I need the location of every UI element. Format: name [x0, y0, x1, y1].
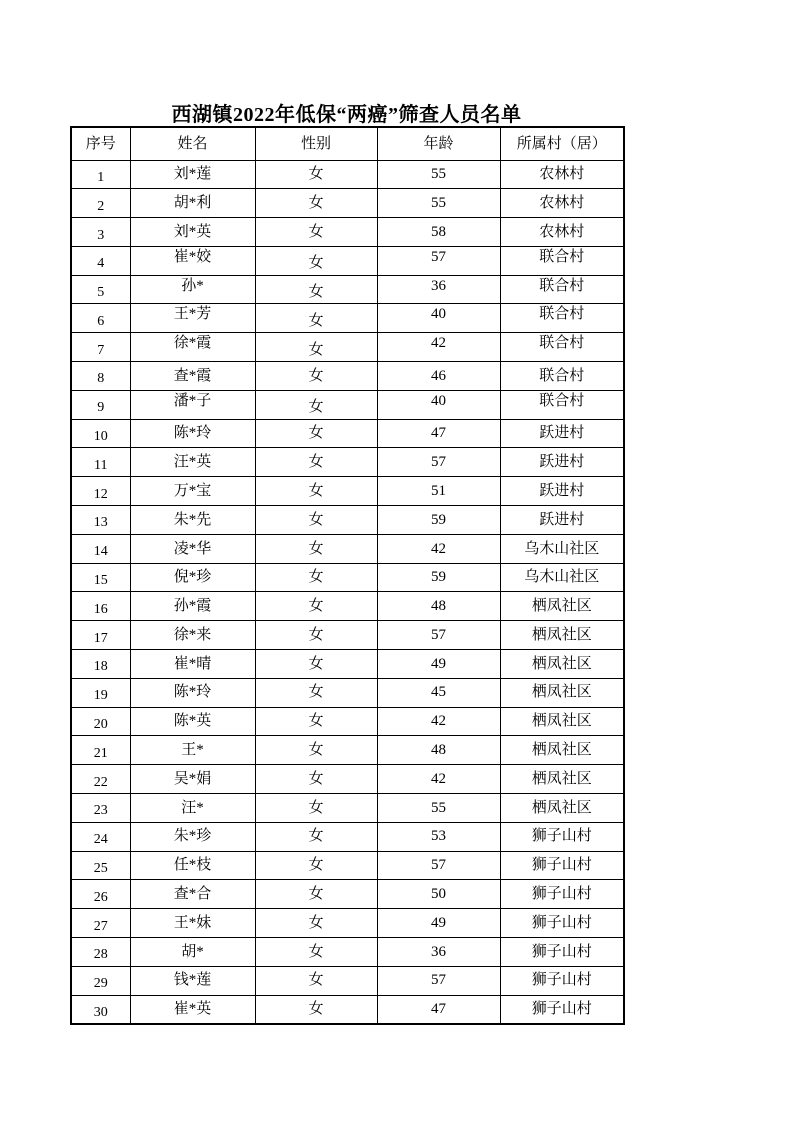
table-cell-age: 57: [377, 448, 500, 477]
table-cell-gender: 女: [255, 995, 377, 1024]
table-cell-village: 狮子山村: [500, 822, 624, 851]
table-cell-gender: 女: [255, 189, 377, 218]
table-cell-name: 胡*利: [130, 189, 255, 218]
table-row: [71, 851, 624, 880]
table-cell-age: 36: [377, 938, 500, 967]
table-body: [71, 160, 624, 1024]
table-row: [71, 362, 624, 391]
table-row: [71, 909, 624, 938]
table-row: [71, 966, 624, 995]
table-cell-gender: 女: [255, 304, 377, 333]
table-cell-name: 崔*晴: [130, 650, 255, 679]
table-cell-name: 王*芳: [130, 304, 255, 333]
table-cell-age: 59: [377, 506, 500, 535]
table-cell-age: 36: [377, 275, 500, 304]
table-cell-village: 跃进村: [500, 448, 624, 477]
table-cell-gender: 女: [255, 563, 377, 592]
table-cell-village: 联合村: [500, 362, 624, 391]
table-cell-name: 徐*霞: [130, 333, 255, 362]
column-header-name: 姓名: [130, 127, 255, 160]
table-cell-name: 查*合: [130, 880, 255, 909]
table-cell-age: 42: [377, 333, 500, 362]
table-cell-name: 倪*珍: [130, 563, 255, 592]
table-cell-serial: 30: [71, 995, 130, 1024]
table-cell-village: 农林村: [500, 160, 624, 189]
table-cell-gender: 女: [255, 938, 377, 967]
table-cell-gender: 女: [255, 534, 377, 563]
table-cell-age: 40: [377, 390, 500, 419]
table-cell-village: 栖凤社区: [500, 736, 624, 765]
table-cell-serial: 7: [71, 333, 130, 362]
table-cell-village: 狮子山村: [500, 851, 624, 880]
table-cell-village: 乌木山社区: [500, 534, 624, 563]
table-cell-name: 崔*英: [130, 995, 255, 1024]
table-cell-gender: 女: [255, 851, 377, 880]
table-row: [71, 218, 624, 247]
table-cell-village: 联合村: [500, 333, 624, 362]
column-header-gender: 性别: [255, 127, 377, 160]
table-cell-gender: 女: [255, 218, 377, 247]
table-cell-name: 陈*玲: [130, 678, 255, 707]
table-cell-age: 57: [377, 621, 500, 650]
table-cell-age: 46: [377, 362, 500, 391]
table-cell-age: 47: [377, 995, 500, 1024]
table-row: [71, 794, 624, 823]
table-cell-age: 45: [377, 678, 500, 707]
page-title: 西湖镇2022年低保“两癌”筛查人员名单: [171, 104, 522, 126]
column-header-village: 所属村（居）: [500, 127, 624, 160]
table-cell-serial: 11: [71, 448, 130, 477]
table-row: [71, 160, 624, 189]
table-cell-gender: 女: [255, 966, 377, 995]
table-cell-village: 栖凤社区: [500, 707, 624, 736]
table-cell-age: 55: [377, 160, 500, 189]
table-cell-age: 57: [377, 246, 500, 275]
table-row: [71, 419, 624, 448]
table-cell-age: 49: [377, 909, 500, 938]
table-cell-name: 查*霞: [130, 362, 255, 391]
table-cell-serial: 23: [71, 794, 130, 823]
table-cell-village: 栖凤社区: [500, 621, 624, 650]
table-row: [71, 995, 624, 1024]
table-cell-serial: 2: [71, 189, 130, 218]
table-cell-serial: 4: [71, 246, 130, 275]
table-cell-gender: 女: [255, 765, 377, 794]
table-cell-village: 栖凤社区: [500, 592, 624, 621]
table-cell-village: 跃进村: [500, 506, 624, 535]
table-cell-serial: 14: [71, 534, 130, 563]
table-cell-age: 57: [377, 966, 500, 995]
table-cell-village: 狮子山村: [500, 966, 624, 995]
table-cell-gender: 女: [255, 390, 377, 419]
table-row: [71, 506, 624, 535]
table-cell-name: 万*宝: [130, 477, 255, 506]
table-row: [71, 592, 624, 621]
table-cell-gender: 女: [255, 362, 377, 391]
table-cell-age: 57: [377, 851, 500, 880]
table-cell-village: 狮子山村: [500, 995, 624, 1024]
table-cell-gender: 女: [255, 333, 377, 362]
table-cell-gender: 女: [255, 592, 377, 621]
table-cell-serial: 19: [71, 678, 130, 707]
table-cell-name: 刘*英: [130, 218, 255, 247]
table-row: [71, 477, 624, 506]
table-cell-village: 跃进村: [500, 419, 624, 448]
table-cell-gender: 女: [255, 880, 377, 909]
table-cell-name: 徐*来: [130, 621, 255, 650]
table-row: [71, 333, 624, 362]
table-cell-gender: 女: [255, 736, 377, 765]
table-cell-serial: 13: [71, 506, 130, 535]
table-cell-village: 栖凤社区: [500, 765, 624, 794]
table-row: [71, 880, 624, 909]
table-cell-age: 51: [377, 477, 500, 506]
table-cell-village: 狮子山村: [500, 909, 624, 938]
table-cell-serial: 12: [71, 477, 130, 506]
table-cell-gender: 女: [255, 160, 377, 189]
table-cell-serial: 3: [71, 218, 130, 247]
table-cell-name: 王*: [130, 736, 255, 765]
table-row: [71, 765, 624, 794]
table-cell-serial: 29: [71, 966, 130, 995]
table-cell-age: 50: [377, 880, 500, 909]
table-row: [71, 390, 624, 419]
table-header-row: [71, 127, 624, 160]
table-cell-serial: 5: [71, 275, 130, 304]
table-row: [71, 304, 624, 333]
table-cell-age: 48: [377, 592, 500, 621]
table-cell-age: 53: [377, 822, 500, 851]
table-cell-serial: 10: [71, 419, 130, 448]
table-cell-gender: 女: [255, 477, 377, 506]
table-cell-village: 栖凤社区: [500, 650, 624, 679]
table-cell-age: 42: [377, 707, 500, 736]
column-header-age: 年龄: [377, 127, 500, 160]
table-cell-name: 朱*先: [130, 506, 255, 535]
table-cell-serial: 6: [71, 304, 130, 333]
table-cell-name: 孙*霞: [130, 592, 255, 621]
table-row: [71, 822, 624, 851]
table-row: [71, 448, 624, 477]
table-cell-serial: 17: [71, 621, 130, 650]
table-cell-age: 48: [377, 736, 500, 765]
table-cell-gender: 女: [255, 275, 377, 304]
table-cell-age: 59: [377, 563, 500, 592]
table-row: [71, 621, 624, 650]
table-cell-village: 狮子山村: [500, 938, 624, 967]
table-cell-name: 陈*玲: [130, 419, 255, 448]
table-cell-age: 49: [377, 650, 500, 679]
table-cell-name: 钱*莲: [130, 966, 255, 995]
table-row: [71, 736, 624, 765]
table-cell-age: 55: [377, 189, 500, 218]
table-cell-village: 联合村: [500, 304, 624, 333]
table-cell-village: 乌木山社区: [500, 563, 624, 592]
table-row: [71, 534, 624, 563]
table-cell-name: 陈*英: [130, 707, 255, 736]
table-cell-gender: 女: [255, 707, 377, 736]
table-cell-name: 任*枝: [130, 851, 255, 880]
table-cell-age: 58: [377, 218, 500, 247]
table-cell-name: 汪*英: [130, 448, 255, 477]
table-cell-serial: 8: [71, 362, 130, 391]
table-cell-serial: 28: [71, 938, 130, 967]
table-cell-gender: 女: [255, 506, 377, 535]
table-cell-village: 联合村: [500, 390, 624, 419]
table-cell-gender: 女: [255, 794, 377, 823]
table-cell-name: 孙*: [130, 275, 255, 304]
table-cell-age: 42: [377, 765, 500, 794]
column-header-serial: 序号: [71, 127, 130, 160]
table-cell-name: 凌*华: [130, 534, 255, 563]
table-cell-village: 农林村: [500, 218, 624, 247]
table-cell-name: 崔*姣: [130, 246, 255, 275]
table-cell-village: 联合村: [500, 246, 624, 275]
table-cell-gender: 女: [255, 419, 377, 448]
table-row: [71, 650, 624, 679]
table-cell-name: 潘*子: [130, 390, 255, 419]
table-cell-gender: 女: [255, 448, 377, 477]
table-cell-gender: 女: [255, 246, 377, 275]
table-cell-village: 栖凤社区: [500, 678, 624, 707]
table-cell-village: 联合村: [500, 275, 624, 304]
table-cell-age: 40: [377, 304, 500, 333]
table-cell-serial: 26: [71, 880, 130, 909]
table-cell-name: 刘*莲: [130, 160, 255, 189]
table-cell-serial: 1: [71, 160, 130, 189]
table-cell-name: 朱*珍: [130, 822, 255, 851]
table-cell-age: 42: [377, 534, 500, 563]
table-cell-gender: 女: [255, 909, 377, 938]
table-cell-village: 农林村: [500, 189, 624, 218]
table-cell-serial: 21: [71, 736, 130, 765]
table-cell-gender: 女: [255, 822, 377, 851]
table-cell-age: 47: [377, 419, 500, 448]
table-cell-serial: 22: [71, 765, 130, 794]
table-cell-serial: 27: [71, 909, 130, 938]
table-cell-village: 狮子山村: [500, 880, 624, 909]
table-cell-name: 汪*: [130, 794, 255, 823]
table-row: [71, 678, 624, 707]
table-cell-serial: 18: [71, 650, 130, 679]
table-cell-name: 吴*娟: [130, 765, 255, 794]
table-cell-serial: 24: [71, 822, 130, 851]
table-cell-name: 胡*: [130, 938, 255, 967]
table-cell-serial: 20: [71, 707, 130, 736]
table-cell-village: 跃进村: [500, 477, 624, 506]
table-cell-village: 栖凤社区: [500, 794, 624, 823]
table-row: [71, 246, 624, 275]
screening-roster-table: [70, 126, 625, 1025]
table-row: [71, 938, 624, 967]
table-cell-age: 55: [377, 794, 500, 823]
table-row: [71, 189, 624, 218]
table-row: [71, 563, 624, 592]
table-cell-serial: 16: [71, 592, 130, 621]
table-cell-gender: 女: [255, 650, 377, 679]
table-cell-serial: 15: [71, 563, 130, 592]
table-cell-gender: 女: [255, 621, 377, 650]
table-cell-serial: 9: [71, 390, 130, 419]
table-cell-serial: 25: [71, 851, 130, 880]
table-cell-gender: 女: [255, 678, 377, 707]
table-cell-name: 王*妹: [130, 909, 255, 938]
table-row: [71, 275, 624, 304]
table-row: [71, 707, 624, 736]
